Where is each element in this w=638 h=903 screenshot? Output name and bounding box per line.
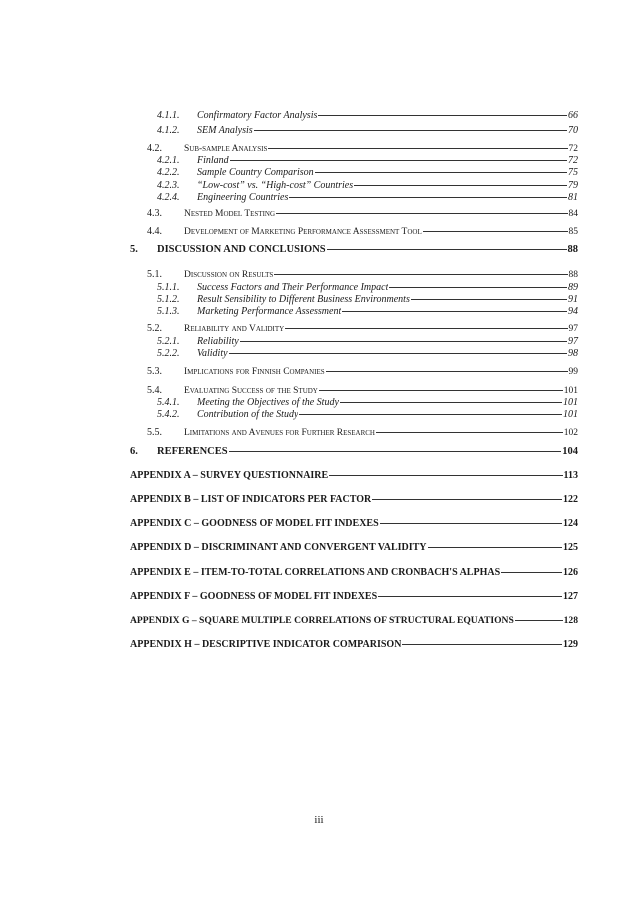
toc-entry-number: 5.2.2. (157, 348, 180, 359)
toc-entry-title: Contribution of the Study (197, 409, 299, 420)
toc-entry-page: 88 (568, 270, 578, 280)
toc-entry-title: REFERENCES (157, 446, 228, 457)
toc-entry-title: Development of Marketing Performance Assessment Tool (184, 227, 422, 237)
toc-entry-4-2-3[interactable] (157, 180, 578, 191)
toc-entry-title: APPENDIX F – GOODNESS OF MODEL FIT INDEXES (130, 591, 378, 602)
dot-leader (354, 185, 567, 186)
toc-entry-page: 101 (563, 386, 578, 396)
toc-entry-title: APPENDIX H – DESCRIPTIVE INDICATOR COMPARISON (130, 639, 402, 650)
dot-leader (329, 475, 562, 476)
dot-leader (340, 402, 562, 403)
toc-entry-title: Implications for Finnish Companies (184, 367, 325, 377)
toc-entry-number: 4.1.1. (157, 110, 180, 121)
toc-entry-title: Sub-sample Analysis (184, 144, 268, 154)
toc-entry-page: 124 (563, 518, 578, 529)
toc-entry-number: 5.4. (147, 385, 162, 396)
dot-leader (380, 523, 562, 524)
toc-entry-number: 6. (130, 446, 138, 457)
dot-leader (342, 311, 567, 312)
toc-entry-page: 127 (563, 591, 578, 602)
dot-leader (515, 620, 563, 621)
toc-entry-5[interactable] (130, 244, 578, 255)
toc-entry-number: 5.1.1. (157, 282, 180, 293)
toc-entry-5-4-1[interactable] (157, 397, 578, 408)
toc-entry-4-3[interactable] (147, 208, 578, 219)
toc-entry-title: Confirmatory Factor Analysis (197, 110, 318, 121)
toc-entry-page: 101 (563, 409, 578, 420)
toc-entry-number: 5.4.1. (157, 397, 180, 408)
dot-leader (229, 451, 562, 452)
toc-entry-page: 94 (568, 306, 578, 317)
toc-entry-appendix-h[interactable] (130, 639, 578, 650)
dot-leader (254, 130, 567, 131)
toc-entry-title: APPENDIX B – LIST OF INDICATORS PER FACTOR (130, 494, 372, 505)
toc-entry-5-4-2[interactable] (157, 409, 578, 420)
toc-entry-title: Nested Model Testing (184, 209, 276, 219)
dot-leader (240, 341, 567, 342)
toc-entry-appendix-d[interactable] (130, 542, 578, 553)
toc-entry-title: DISCUSSION AND CONCLUSIONS (157, 244, 326, 255)
dot-leader (327, 249, 567, 250)
toc-entry-number: 4.2.1. (157, 155, 180, 166)
dot-leader (376, 432, 563, 433)
toc-entry-page: 129 (563, 639, 578, 650)
toc-entry-page: 85 (568, 227, 578, 237)
toc-entry-page: 70 (568, 125, 578, 136)
toc-entry-page: 99 (568, 367, 578, 377)
toc-entry-page: 89 (568, 282, 578, 293)
toc-entry-title: APPENDIX E – ITEM-TO-TOTAL CORRELATIONS AND CRONBACH'S ALPHAS (130, 567, 501, 578)
toc-entry-number: 4.2.3. (157, 180, 180, 191)
toc-entry-page: 75 (568, 167, 578, 178)
toc-entry-4-1-1[interactable] (157, 110, 578, 121)
toc-entry-number: 5. (130, 244, 138, 255)
dot-leader (402, 644, 562, 645)
toc-entry-title: Success Factors and Their Performance Impact (197, 282, 389, 293)
toc-entry-number: 5.2.1. (157, 336, 180, 347)
toc-entry-number: 5.1.3. (157, 306, 180, 317)
toc-entry-5-5[interactable] (147, 427, 578, 438)
toc-entry-page: 79 (568, 180, 578, 191)
toc-entry-5-1-1[interactable] (157, 282, 578, 293)
toc-entry-title: SEM Analysis (197, 125, 253, 136)
toc-entry-page: 128 (563, 615, 578, 626)
toc-entry-page: 122 (563, 494, 578, 505)
toc-entry-6[interactable] (130, 446, 578, 457)
toc-entry-title: APPENDIX G – SQUARE MULTIPLE CORRELATIONS OF STRUCTURAL EQUATIONS (130, 615, 514, 626)
toc-entry-page: 84 (568, 209, 578, 219)
dot-leader (411, 299, 567, 300)
dot-leader (229, 353, 567, 354)
toc-entry-title: Marketing Performance Assessment (197, 306, 342, 317)
toc-entry-title: Engineering Countries (197, 192, 289, 203)
dot-leader (326, 371, 568, 372)
toc-entry-page: 98 (568, 348, 578, 359)
dot-leader (501, 572, 562, 573)
toc-entry-page: 104 (562, 446, 578, 457)
toc-entry-page: 88 (567, 244, 578, 255)
toc-entry-title: APPENDIX A – SURVEY QUESTIONNAIRE (130, 470, 329, 481)
toc-entry-title: Evaluating Success of the Study (184, 386, 318, 396)
toc-entry-page: 125 (563, 542, 578, 553)
toc-entry-title: Reliability and Validity (184, 324, 285, 334)
toc-entry-5-1-3[interactable] (157, 306, 578, 317)
toc-entry-page: 126 (563, 567, 578, 578)
toc-entry-appendix-b[interactable] (130, 494, 578, 505)
toc-entry-page: 72 (568, 144, 578, 154)
toc-entry-5-2-1[interactable] (157, 336, 578, 347)
dot-leader (389, 287, 567, 288)
toc-entry-4-2-4[interactable] (157, 192, 578, 203)
dot-leader (289, 197, 567, 198)
toc-entry-page: 91 (568, 294, 578, 305)
dot-leader (268, 148, 567, 149)
toc-entry-appendix-c[interactable] (130, 518, 578, 529)
toc-entry-page: 101 (563, 397, 578, 408)
toc-entry-title: Result Sensibility to Different Business Environments (197, 294, 410, 305)
toc-entry-title: Validity (197, 348, 228, 359)
toc-entry-number: 4.1.2. (157, 125, 180, 136)
toc-entry-page: 97 (568, 324, 578, 334)
toc-entry-5-1-2[interactable] (157, 294, 578, 305)
toc-entry-number: 4.2.2. (157, 167, 180, 178)
toc-entry-5-4[interactable] (147, 385, 578, 396)
toc-entry-number: 5.2. (147, 323, 162, 334)
toc-entry-title: APPENDIX D – DISCRIMINANT AND CONVERGENT VALIDITY (130, 542, 427, 553)
dot-leader (276, 213, 567, 214)
toc-entry-4-2-2[interactable] (157, 167, 578, 178)
toc-entry-title: Finland (197, 155, 229, 166)
toc-entry-number: 5.5. (147, 427, 162, 438)
toc-entry-number: 4.3. (147, 208, 162, 219)
toc-entry-5-3[interactable] (147, 366, 578, 377)
toc-entry-number: 4.4. (147, 226, 162, 237)
toc-entry-number: 4.2. (147, 143, 162, 154)
toc-entry-page: 97 (568, 336, 578, 347)
dot-leader (315, 172, 567, 173)
toc-entry-5-2-2[interactable] (157, 348, 578, 359)
toc-entry-5-2[interactable] (147, 323, 578, 334)
toc-entry-appendix-a[interactable] (130, 470, 578, 481)
toc-entry-number: 5.1. (147, 269, 162, 280)
toc-entry-page: 66 (568, 110, 578, 121)
dot-leader (372, 499, 562, 500)
toc-entry-5-1[interactable] (147, 269, 578, 280)
toc-entry-appendix-e[interactable] (130, 567, 578, 578)
toc-entry-number: 4.2.4. (157, 192, 180, 203)
page-number: iii (314, 814, 324, 826)
toc-entry-page: 81 (568, 192, 578, 203)
dot-leader (285, 328, 567, 329)
toc-entry-4-4[interactable] (147, 226, 578, 237)
toc-entry-page: 72 (568, 155, 578, 166)
dot-leader (274, 274, 567, 275)
toc-entry-title: “Low-cost” vs. “High-cost” Countries (197, 180, 354, 191)
toc-entry-4-2-1[interactable] (157, 155, 578, 166)
toc-entry-page: 102 (563, 428, 578, 438)
toc-entry-title: Discussion on Results (184, 270, 274, 280)
toc-entry-title: Sample Country Comparison (197, 167, 314, 178)
dot-leader (318, 115, 567, 116)
toc-entry-4-2[interactable] (147, 143, 578, 154)
toc-entry-page: 113 (563, 470, 578, 481)
toc-entry-title: Limitations and Avenues for Further Research (184, 428, 375, 438)
dot-leader (428, 547, 562, 548)
toc-entry-number: 5.3. (147, 366, 162, 377)
toc-entry-4-1-2[interactable] (157, 125, 578, 136)
dot-leader (378, 596, 562, 597)
dot-leader (319, 390, 563, 391)
toc-entry-title: APPENDIX C – GOODNESS OF MODEL FIT INDEXES (130, 518, 379, 529)
toc-entry-appendix-f[interactable] (130, 591, 578, 602)
toc-entry-title: Reliability (197, 336, 239, 347)
toc-entry-appendix-g[interactable] (130, 615, 578, 626)
toc-entry-title: Meeting the Objectives of the Study (197, 397, 339, 408)
toc-entry-number: 5.1.2. (157, 294, 180, 305)
dot-leader (299, 414, 562, 415)
dot-leader (423, 231, 568, 232)
toc-entry-number: 5.4.2. (157, 409, 180, 420)
dot-leader (230, 160, 567, 161)
